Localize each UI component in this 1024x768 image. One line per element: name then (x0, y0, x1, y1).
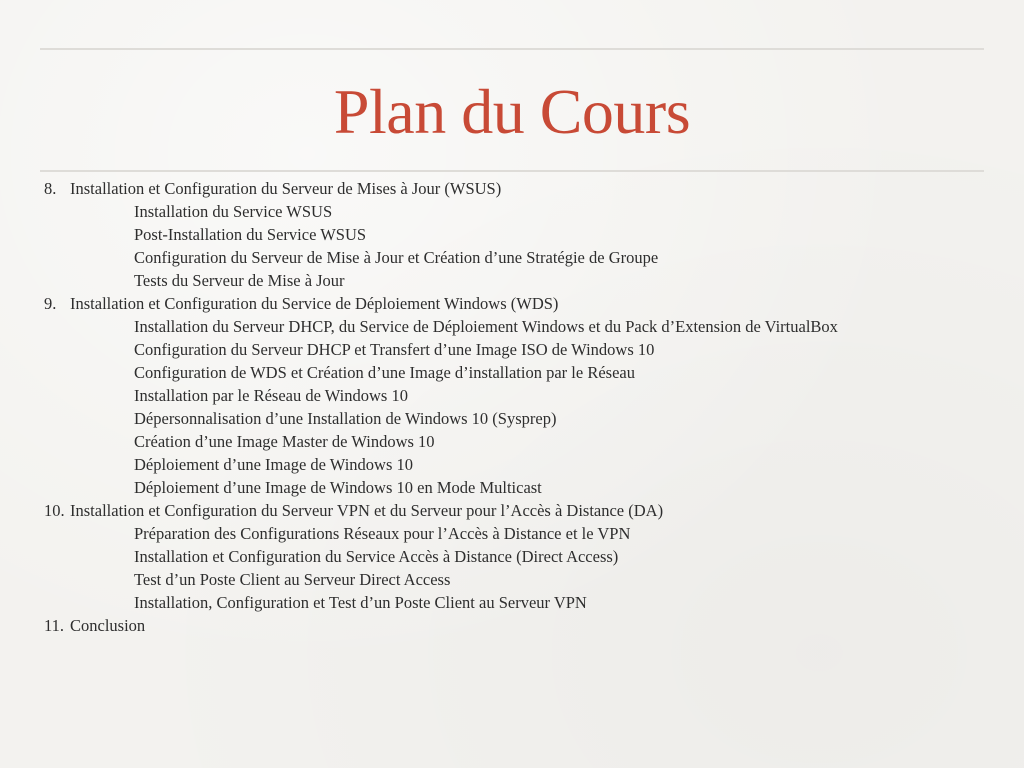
subsection-item: Installation du Serveur DHCP, du Service de Déploiement Windows et du Pack d’Extension de VirtualBox (134, 317, 838, 336)
subsection-item: Tests du Serveur de Mise à Jour (134, 271, 345, 290)
section-item (44, 499, 1004, 522)
subsection-item: Installation par le Réseau de Windows 10 (134, 386, 408, 405)
subsection-item: Déploiement d’une Image de Windows 10 (134, 455, 414, 474)
section-item (44, 177, 1004, 200)
subsection-item: Dépersonnalisation d’une Installation de Windows 10 (Sysprep) (134, 409, 557, 428)
title-divider (40, 170, 984, 172)
subsection-item: Configuration du Serveur de Mise à Jour et Création d’une Stratégie de Groupe (134, 248, 659, 267)
subsection-item: Post-Installation du Service WSUS (134, 225, 367, 244)
section-label: Conclusion (70, 616, 146, 635)
subsection-item: Configuration du Serveur DHCP et Transfert d’une Image ISO de Windows 10 (134, 340, 655, 359)
slide-title: Plan du Cours (333, 76, 691, 147)
section-item (44, 292, 1004, 315)
section-number: 9. (44, 294, 57, 313)
subsection-item: Création d’une Image Master de Windows 10 (134, 432, 435, 451)
section-number: 8. (44, 179, 57, 198)
subsection-item: Configuration de WDS et Création d’une Image d’installation par le Réseau (134, 363, 635, 382)
section-label: Installation et Configuration du Serveur VPN et du Serveur pour l’Accès à Distance (DA) (70, 501, 664, 520)
subsection-item: Installation et Configuration du Service Accès à Distance (Direct Access) (134, 547, 619, 566)
section-number: 11. (44, 616, 65, 635)
subsection-item: Installation, Configuration et Test d’un Poste Client au Serveur VPN (134, 593, 587, 612)
section-label: Installation et Configuration du Serveur de Mises à Jour (WSUS) (70, 179, 502, 198)
subsection-item: Test d’un Poste Client au Serveur Direct Access (134, 570, 451, 589)
subsection-item: Déploiement d’une Image de Windows 10 en Mode Multicast (134, 478, 542, 497)
course-outline (44, 177, 1004, 637)
section-label: Installation et Configuration du Service de Déploiement Windows (WDS) (70, 294, 559, 313)
section-number: 10. (44, 501, 65, 520)
top-divider (40, 48, 984, 50)
section-item (44, 614, 1004, 637)
subsection-item: Installation du Service WSUS (134, 202, 333, 221)
subsection-item: Préparation des Configurations Réseaux pour l’Accès à Distance et le VPN (134, 524, 631, 543)
